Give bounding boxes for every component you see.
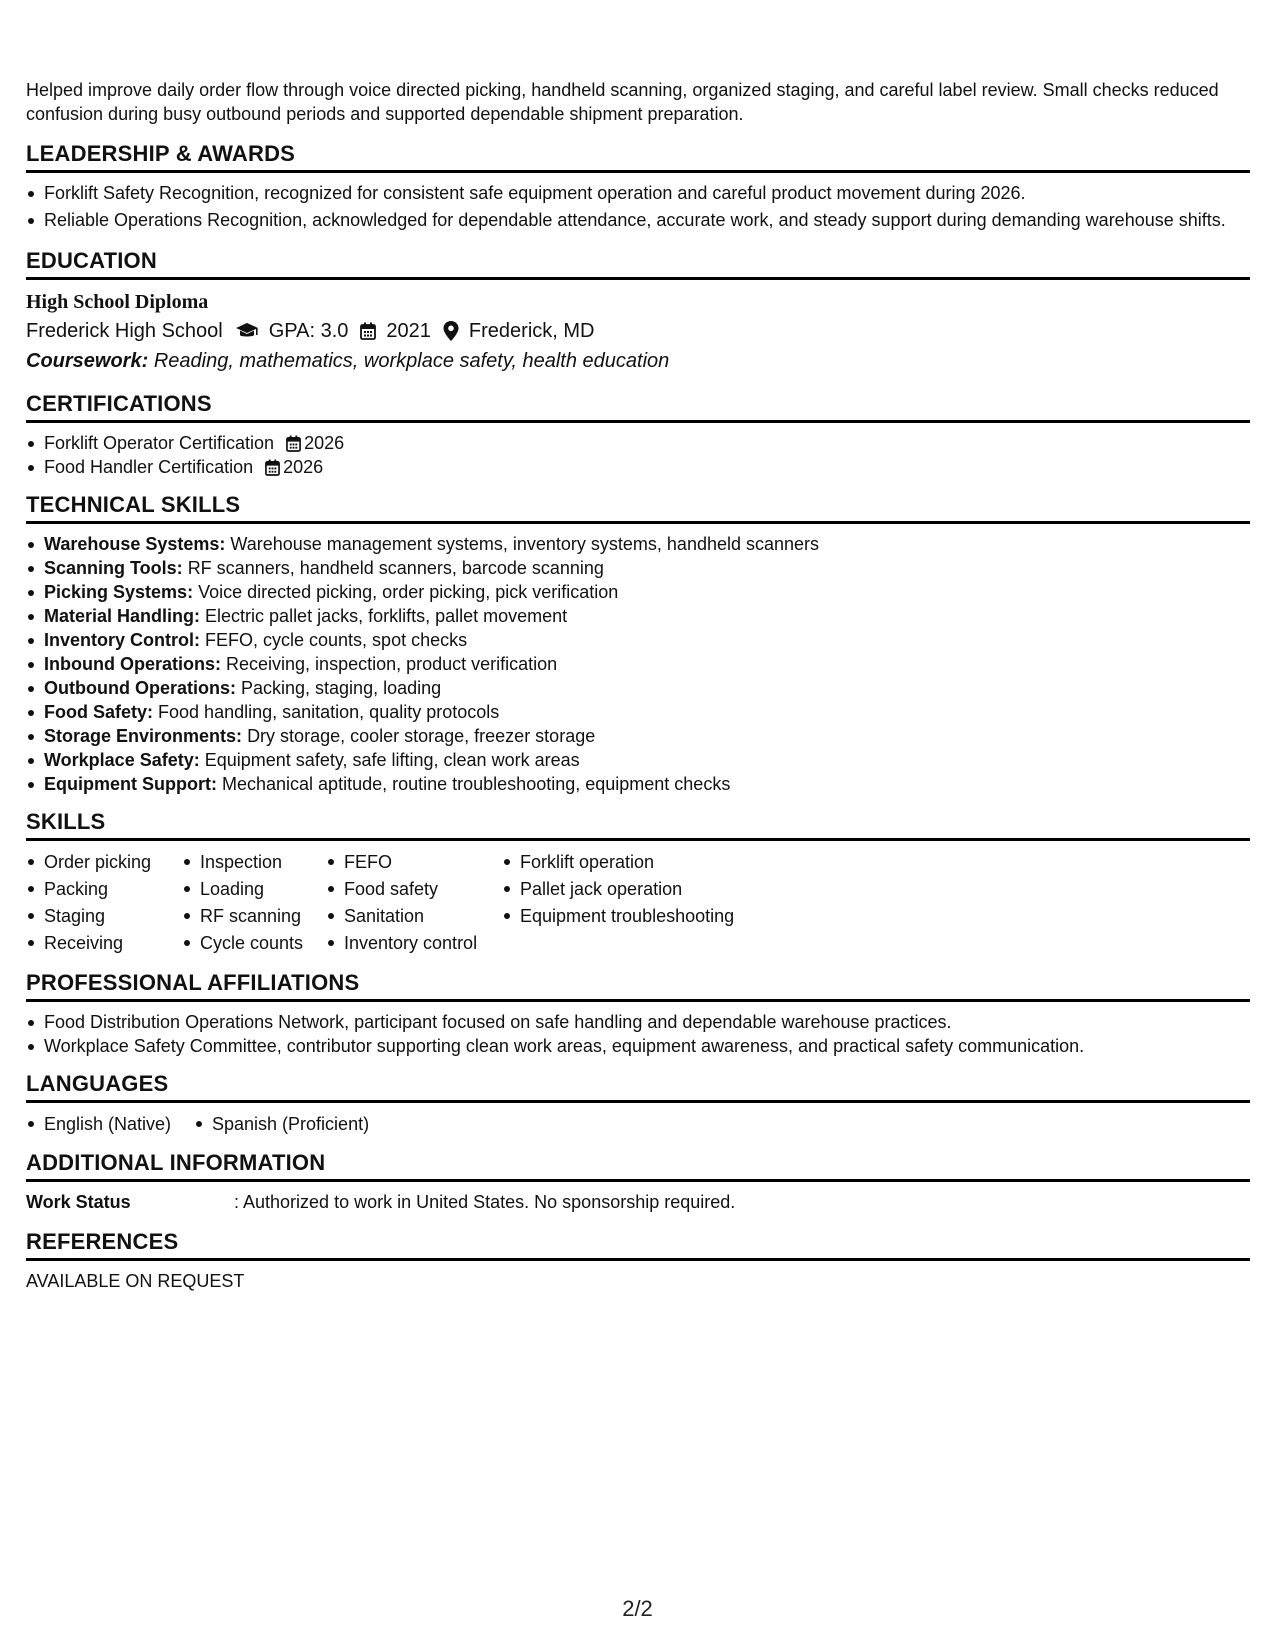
skill-category: Equipment Support: xyxy=(44,774,217,794)
skills-grid xyxy=(26,849,1250,957)
list-item: Equipment troubleshooting xyxy=(502,903,802,930)
list-item xyxy=(26,431,1250,455)
list-item xyxy=(26,628,1250,652)
section-title-certifications: CERTIFICATIONS xyxy=(26,390,1250,423)
certification-year: 2026 xyxy=(283,457,324,477)
skill-category: Warehouse Systems: xyxy=(44,534,226,554)
list-item: Order picking xyxy=(26,849,182,876)
technical-skills-section xyxy=(26,491,1250,796)
skill-values: RF scanners, handheld scanners, barcode scanning xyxy=(187,558,604,578)
skill-values: Electric pallet jacks, forklifts, pallet movement xyxy=(205,606,568,626)
list-item: Forklift operation xyxy=(502,849,802,876)
skill-values: FEFO, cycle counts, spot checks xyxy=(205,630,468,650)
skill-values: Voice directed picking, order picking, pick verification xyxy=(198,582,619,602)
list-item: Forklift Safety Recognition, recognized for consistent safe equipment operation and careful product movement during 2026. xyxy=(26,181,1250,205)
coursework xyxy=(26,346,1250,376)
additional-info-section xyxy=(26,1149,1250,1214)
list-item: Cycle counts xyxy=(182,930,326,957)
certification-year: 2026 xyxy=(304,433,345,453)
skills-column xyxy=(326,849,502,957)
affiliations-list xyxy=(26,1010,1250,1058)
certification-name: Forklift Operator Certification xyxy=(44,433,275,453)
resume-page xyxy=(26,78,1250,1293)
list-item: Reliable Operations Recognition, acknowledged for dependable attendance, accurate work, and steady support during demanding warehouse shifts. xyxy=(26,208,1250,232)
skill-values: Food handling, sanitation, quality protocols xyxy=(158,702,500,722)
technical-skills-list xyxy=(26,532,1250,796)
list-item xyxy=(26,748,1250,772)
skills-section xyxy=(26,808,1250,957)
certification-name: Food Handler Certification xyxy=(44,457,254,477)
section-title-technical-skills: TECHNICAL SKILLS xyxy=(26,491,1250,524)
skill-values: Dry storage, cooler storage, freezer storage xyxy=(247,726,596,746)
skill-category: Scanning Tools: xyxy=(44,558,183,578)
coursework-list: Reading, mathematics, workplace safety, health education xyxy=(153,350,670,372)
section-title-references: REFERENCES xyxy=(26,1228,1250,1261)
education-details xyxy=(26,316,1250,346)
work-status-value: : Authorized to work in United States. No sponsorship required. xyxy=(234,1192,736,1212)
school-name: Frederick High School xyxy=(26,320,223,342)
skill-category: Workplace Safety: xyxy=(44,750,200,770)
list-item: English (Native) xyxy=(26,1111,194,1137)
list-item: Receiving xyxy=(26,930,182,957)
certifications-section xyxy=(26,390,1250,479)
calendar-icon xyxy=(265,459,280,476)
languages-list xyxy=(26,1111,1250,1137)
skill-values: Receiving, inspection, product verification xyxy=(226,654,558,674)
skills-column xyxy=(182,849,326,957)
languages-column xyxy=(26,1111,194,1137)
list-item xyxy=(26,772,1250,796)
coursework-label: Coursework: xyxy=(26,350,149,372)
list-item xyxy=(26,580,1250,604)
skill-category: Outbound Operations: xyxy=(44,678,236,698)
affiliations-section xyxy=(26,969,1250,1058)
skill-values: Mechanical aptitude, routine troubleshooting, equipment checks xyxy=(222,774,731,794)
section-title-affiliations: PROFESSIONAL AFFILIATIONS xyxy=(26,969,1250,1002)
list-item xyxy=(26,532,1250,556)
skill-values: Packing, staging, loading xyxy=(241,678,442,698)
gpa: GPA: 3.0 xyxy=(268,320,349,342)
list-item xyxy=(26,700,1250,724)
languages-section xyxy=(26,1070,1250,1137)
skill-category: Storage Environments: xyxy=(44,726,243,746)
calendar-icon xyxy=(360,322,376,340)
section-title-leadership: LEADERSHIP & AWARDS xyxy=(26,140,1250,173)
education-section xyxy=(26,247,1250,376)
languages-column xyxy=(194,1111,369,1137)
section-title-languages: LANGUAGES xyxy=(26,1070,1250,1103)
list-item: Loading xyxy=(182,876,326,903)
work-status-row xyxy=(26,1190,1250,1214)
list-item: Packing xyxy=(26,876,182,903)
location-pin-icon xyxy=(443,321,459,341)
list-item: Pallet jack operation xyxy=(502,876,802,903)
work-status-label: Work Status xyxy=(26,1192,131,1212)
list-item: Inventory control xyxy=(326,930,502,957)
list-item: FEFO xyxy=(326,849,502,876)
leadership-section xyxy=(26,140,1250,232)
skill-category: Material Handling: xyxy=(44,606,201,626)
references-text: AVAILABLE ON REQUEST xyxy=(26,1271,245,1291)
skill-category: Food Safety: xyxy=(44,702,154,722)
page-number: 2/2 xyxy=(622,1596,653,1621)
list-item xyxy=(26,556,1250,580)
certifications-list xyxy=(26,431,1250,479)
list-item xyxy=(26,724,1250,748)
awards-list xyxy=(26,181,1250,232)
skill-values: Equipment safety, safe lifting, clean work areas xyxy=(204,750,580,770)
list-item: Workplace Safety Committee, contributor supporting clean work areas, equipment awareness, and practical safety communication. xyxy=(26,1034,1250,1058)
list-item: RF scanning xyxy=(182,903,326,930)
section-title-skills: SKILLS xyxy=(26,808,1250,841)
skills-column xyxy=(502,849,802,957)
list-item: Sanitation xyxy=(326,903,502,930)
list-item xyxy=(26,455,1250,479)
list-item: Spanish (Proficient) xyxy=(194,1111,369,1137)
section-title-education: EDUCATION xyxy=(26,247,1250,280)
skill-category: Inbound Operations: xyxy=(44,654,221,674)
graduation-year: 2021 xyxy=(386,320,431,342)
degree-title: High School Diploma xyxy=(26,291,209,313)
list-item xyxy=(26,652,1250,676)
list-item: Inspection xyxy=(182,849,326,876)
skill-category: Picking Systems: xyxy=(44,582,194,602)
skills-column xyxy=(26,849,182,957)
school-location: Frederick, MD xyxy=(468,320,595,342)
skill-values: Warehouse management systems, inventory systems, handheld scanners xyxy=(230,534,820,554)
experience-summary: Helped improve daily order flow through voice directed picking, handheld scanning, organized staging, and careful label review. Small checks reduced confusion during busy outbound periods and supported dependable shipment preparation. xyxy=(26,80,1219,124)
section-title-additional-info: ADDITIONAL INFORMATION xyxy=(26,1149,1250,1182)
skill-category: Inventory Control: xyxy=(44,630,200,650)
list-item xyxy=(26,676,1250,700)
list-item: Staging xyxy=(26,903,182,930)
calendar-icon xyxy=(286,435,301,452)
references-section xyxy=(26,1228,1250,1293)
graduation-cap-icon xyxy=(235,322,259,340)
list-item: Food safety xyxy=(326,876,502,903)
list-item xyxy=(26,604,1250,628)
list-item: Food Distribution Operations Network, participant focused on safe handling and dependable warehouse practices. xyxy=(26,1010,1250,1034)
